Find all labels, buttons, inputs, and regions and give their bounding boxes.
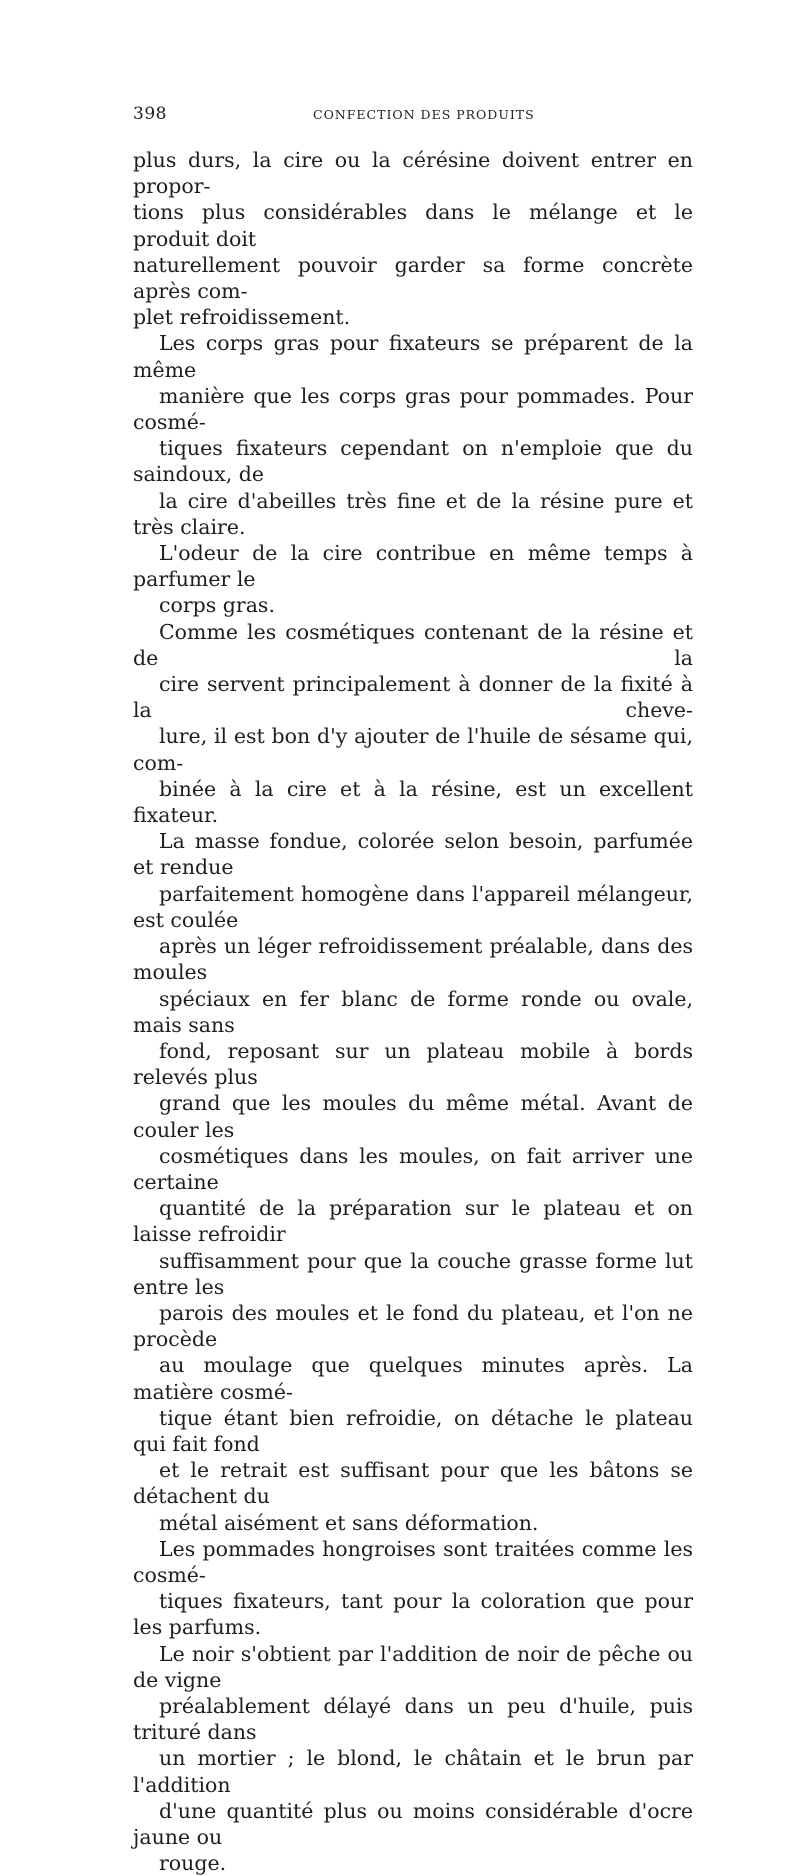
text-line: cosmétiques dans les moules, on fait arriver une certaine <box>133 1143 693 1194</box>
text-line: plet refroidissement. <box>133 305 351 330</box>
text-line: spéciaux en fer blanc de forme ronde ou ovale, mais sans <box>133 986 693 1037</box>
text-line: lure, il est bon d'y ajouter de l'huile de sésame qui, com- <box>133 724 693 775</box>
text-line: tiques fixateurs cependant on n'emploie que du saindoux, de <box>133 436 693 487</box>
text-line: Le noir s'obtient par l'addition de noir de pêche ou de vigne <box>133 1641 693 1692</box>
text-line: Les corps gras pour fixateurs se préparent de la même <box>133 331 693 382</box>
text-line: métal aisément et sans déformation. <box>159 1510 539 1535</box>
text-line: plus durs, la cire ou la cérésine doivent entrer en propor- <box>133 148 693 199</box>
running-head <box>133 104 693 124</box>
text-line: au moulage que quelques minutes après. La matière cosmé- <box>133 1353 693 1404</box>
paragraph-4 <box>133 828 693 1535</box>
text-line: corps gras. <box>159 593 275 618</box>
text-line: fond, reposant sur un plateau mobile à bords relevés plus <box>133 1038 693 1090</box>
text-line: d'une quantité plus ou moins considérable d'ocre jaune ou <box>133 1798 693 1849</box>
text-line: Les pommades hongroises sont traitées comme les cosmé- <box>133 1536 693 1587</box>
text-line: La masse fondue, colorée selon besoin, parfumée et rendue <box>133 829 693 880</box>
text-line: grand que les moules du même métal. Avant de couler les <box>133 1091 693 1142</box>
text-line: suffisamment pour que la couche grasse forme lut entre les <box>133 1248 693 1299</box>
text-line: la cire d'abeilles très fine et de la résine pure et très claire. <box>133 488 693 539</box>
text-line: tions plus considérables dans le mélange et le produit doit <box>133 200 693 251</box>
text-line: binée à la cire et à la résine, est un excellent fixateur. <box>133 776 693 828</box>
text-line: parois des moules et le fond du plateau, et l'on ne procède <box>133 1300 693 1352</box>
text-line: naturellement pouvoir garder sa forme concrète après com- <box>133 252 693 304</box>
text-line: rouge. <box>159 1851 227 1876</box>
text-line: quantité de la préparation sur le plateau et on laisse refroidir <box>133 1196 693 1247</box>
text-line: et le retrait est suffisant pour que les bâtons se détachent du <box>133 1458 693 1509</box>
text-line: parfaitement homogène dans l'appareil mélangeur, est coulée <box>133 881 693 932</box>
text-line: tique étant bien refroidie, on détache le plateau qui fait fond <box>133 1405 693 1456</box>
text-line: après un léger refroidissement préalable, dans des moules <box>133 934 693 985</box>
text-line: Comme les cosmétiques contenant de la résine et de la <box>133 619 693 670</box>
body-text <box>133 147 693 1876</box>
text-line: préalablement délayé dans un peu d'huile, puis trituré dans <box>133 1693 693 1745</box>
paragraph-3 <box>133 619 693 829</box>
text-line: tiques fixateurs, tant pour la coloration que pour les parfums. <box>133 1589 693 1640</box>
page-number: 398 <box>133 104 167 124</box>
running-title: CONFECTION DES PRODUITS <box>313 107 535 122</box>
paragraph-1 <box>133 147 693 330</box>
text-line: un mortier ; le blond, le châtain et le brun par l'addition <box>133 1746 693 1797</box>
text-line: manière que les corps gras pour pommades. Pour cosmé- <box>133 383 693 435</box>
text-line: cire servent principalement à donner de la fixité à la cheve- <box>133 672 693 723</box>
text-line: L'odeur de la cire contribue en même temps à parfumer le <box>133 541 693 592</box>
paragraph-5 <box>133 1536 693 1876</box>
paragraph-2 <box>133 330 693 618</box>
